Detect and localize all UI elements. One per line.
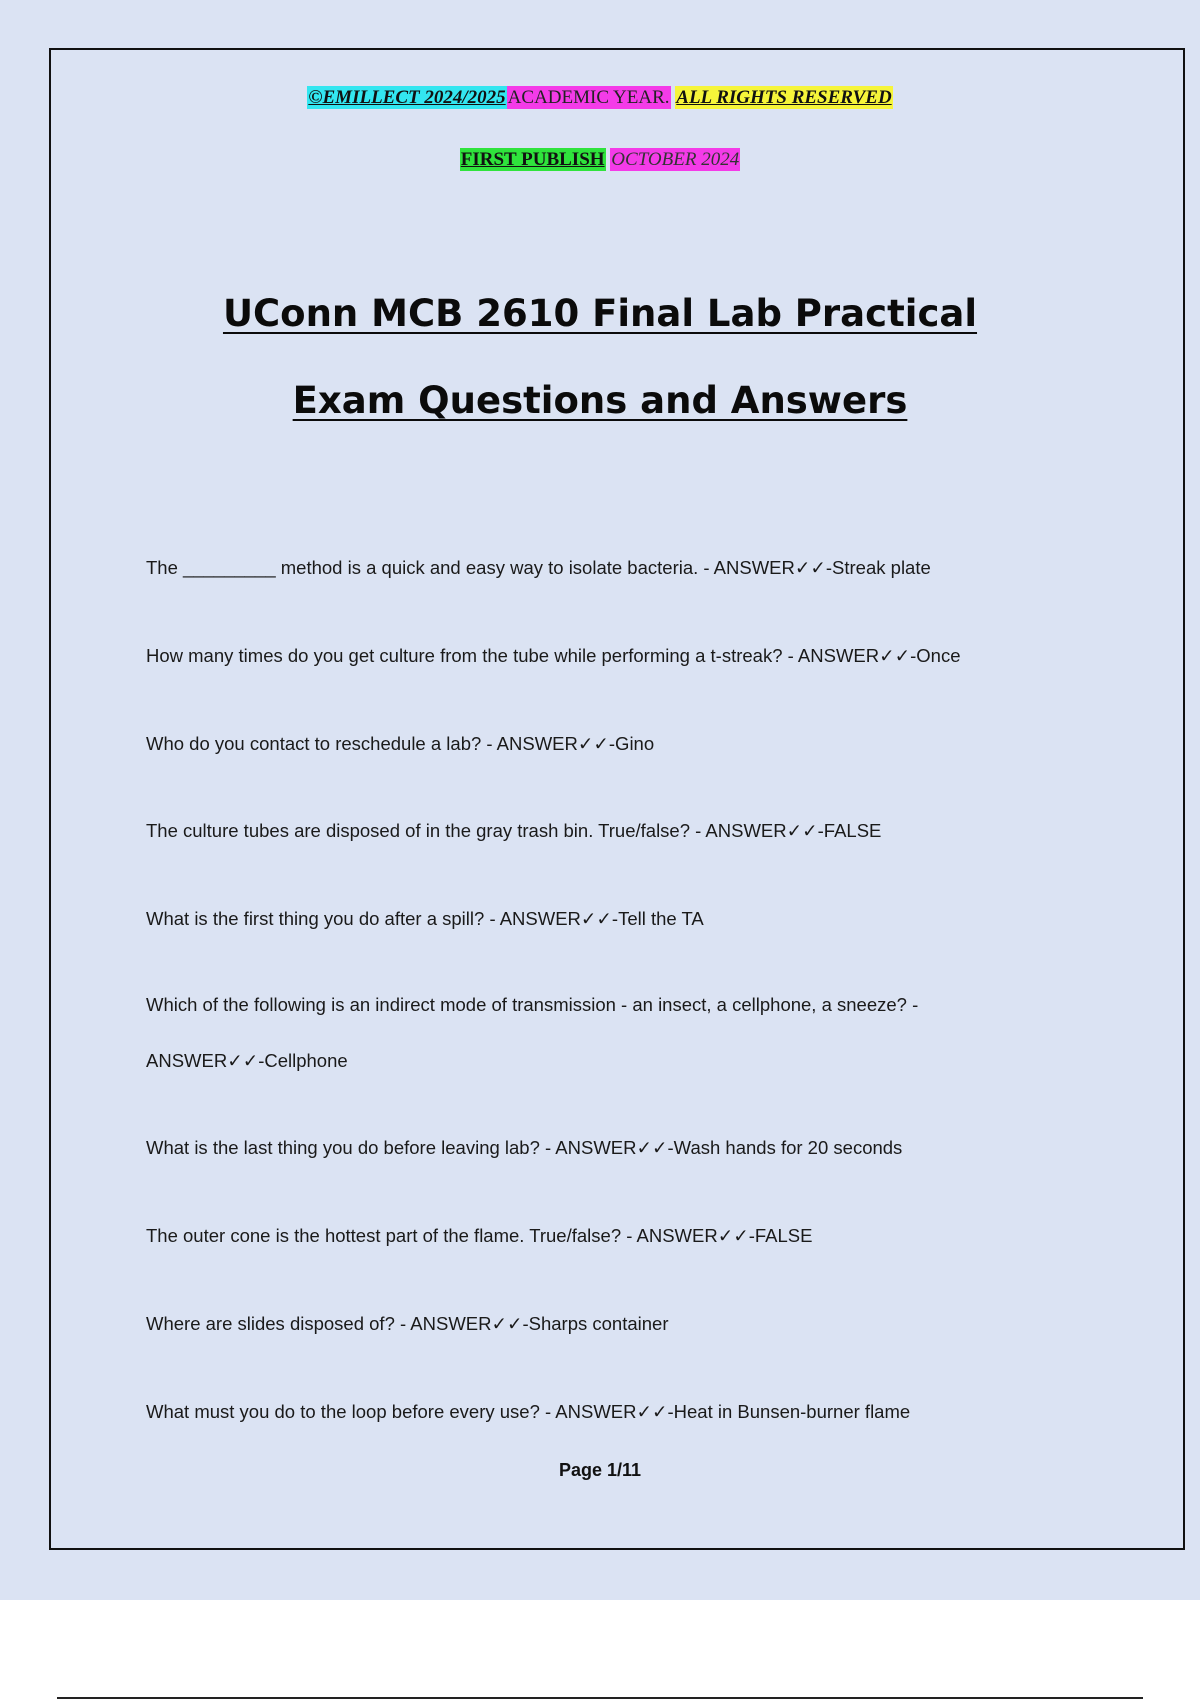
document-title-line-2: Exam Questions and Answers — [292, 379, 908, 422]
qa-item: Who do you contact to reschedule a lab? - ANSWER✓✓-Gino — [146, 733, 655, 754]
qa-item: What is the first thing you do after a spill? - ANSWER✓✓-Tell the TA — [146, 908, 704, 929]
footer-divider — [57, 1697, 1143, 1699]
qa-item: The culture tubes are disposed of in the gray trash bin. True/false? - ANSWER✓✓-FALSE — [146, 820, 882, 841]
publish-date-text: OCTOBER 2024 — [611, 149, 740, 170]
qa-item: Where are slides disposed of? - ANSWER✓✓-Sharps container — [146, 1313, 669, 1334]
page-number: Page 1/11 — [558, 1460, 642, 1480]
qa-item: The _________ method is a quick and easy way to isolate bacteria. - ANSWER✓✓-Streak plate — [146, 557, 931, 578]
qa-item: What is the last thing you do before leaving lab? - ANSWER✓✓-Wash hands for 20 seconds — [146, 1137, 903, 1158]
qa-item: How many times do you get culture from the tube while performing a t-streak? - ANSWER✓✓-Once — [146, 645, 961, 666]
first-publish-text: FIRST PUBLISH — [460, 149, 605, 170]
copyright-header — [0, 86, 1200, 110]
publish-header — [0, 148, 1200, 172]
copyright-text: ©EMILLECT 2024/2025 — [308, 87, 506, 108]
qa-item-continuation: ANSWER✓✓-Cellphone — [146, 1050, 348, 1071]
document-title-line-1: UConn MCB 2610 Final Lab Practical — [222, 292, 978, 335]
qa-item: The outer cone is the hottest part of the flame. True/false? - ANSWER✓✓-FALSE — [146, 1225, 813, 1246]
qa-item: Which of the following is an indirect mode of transmission - an insect, a cellphone, a sneeze? - — [146, 994, 919, 1015]
qa-item: What must you do to the loop before every use? - ANSWER✓✓-Heat in Bunsen-burner flame — [146, 1401, 911, 1422]
academic-year-text: ACADEMIC YEAR. — [507, 87, 670, 108]
rights-reserved-text: ALL RIGHTS RESERVED — [676, 87, 892, 108]
